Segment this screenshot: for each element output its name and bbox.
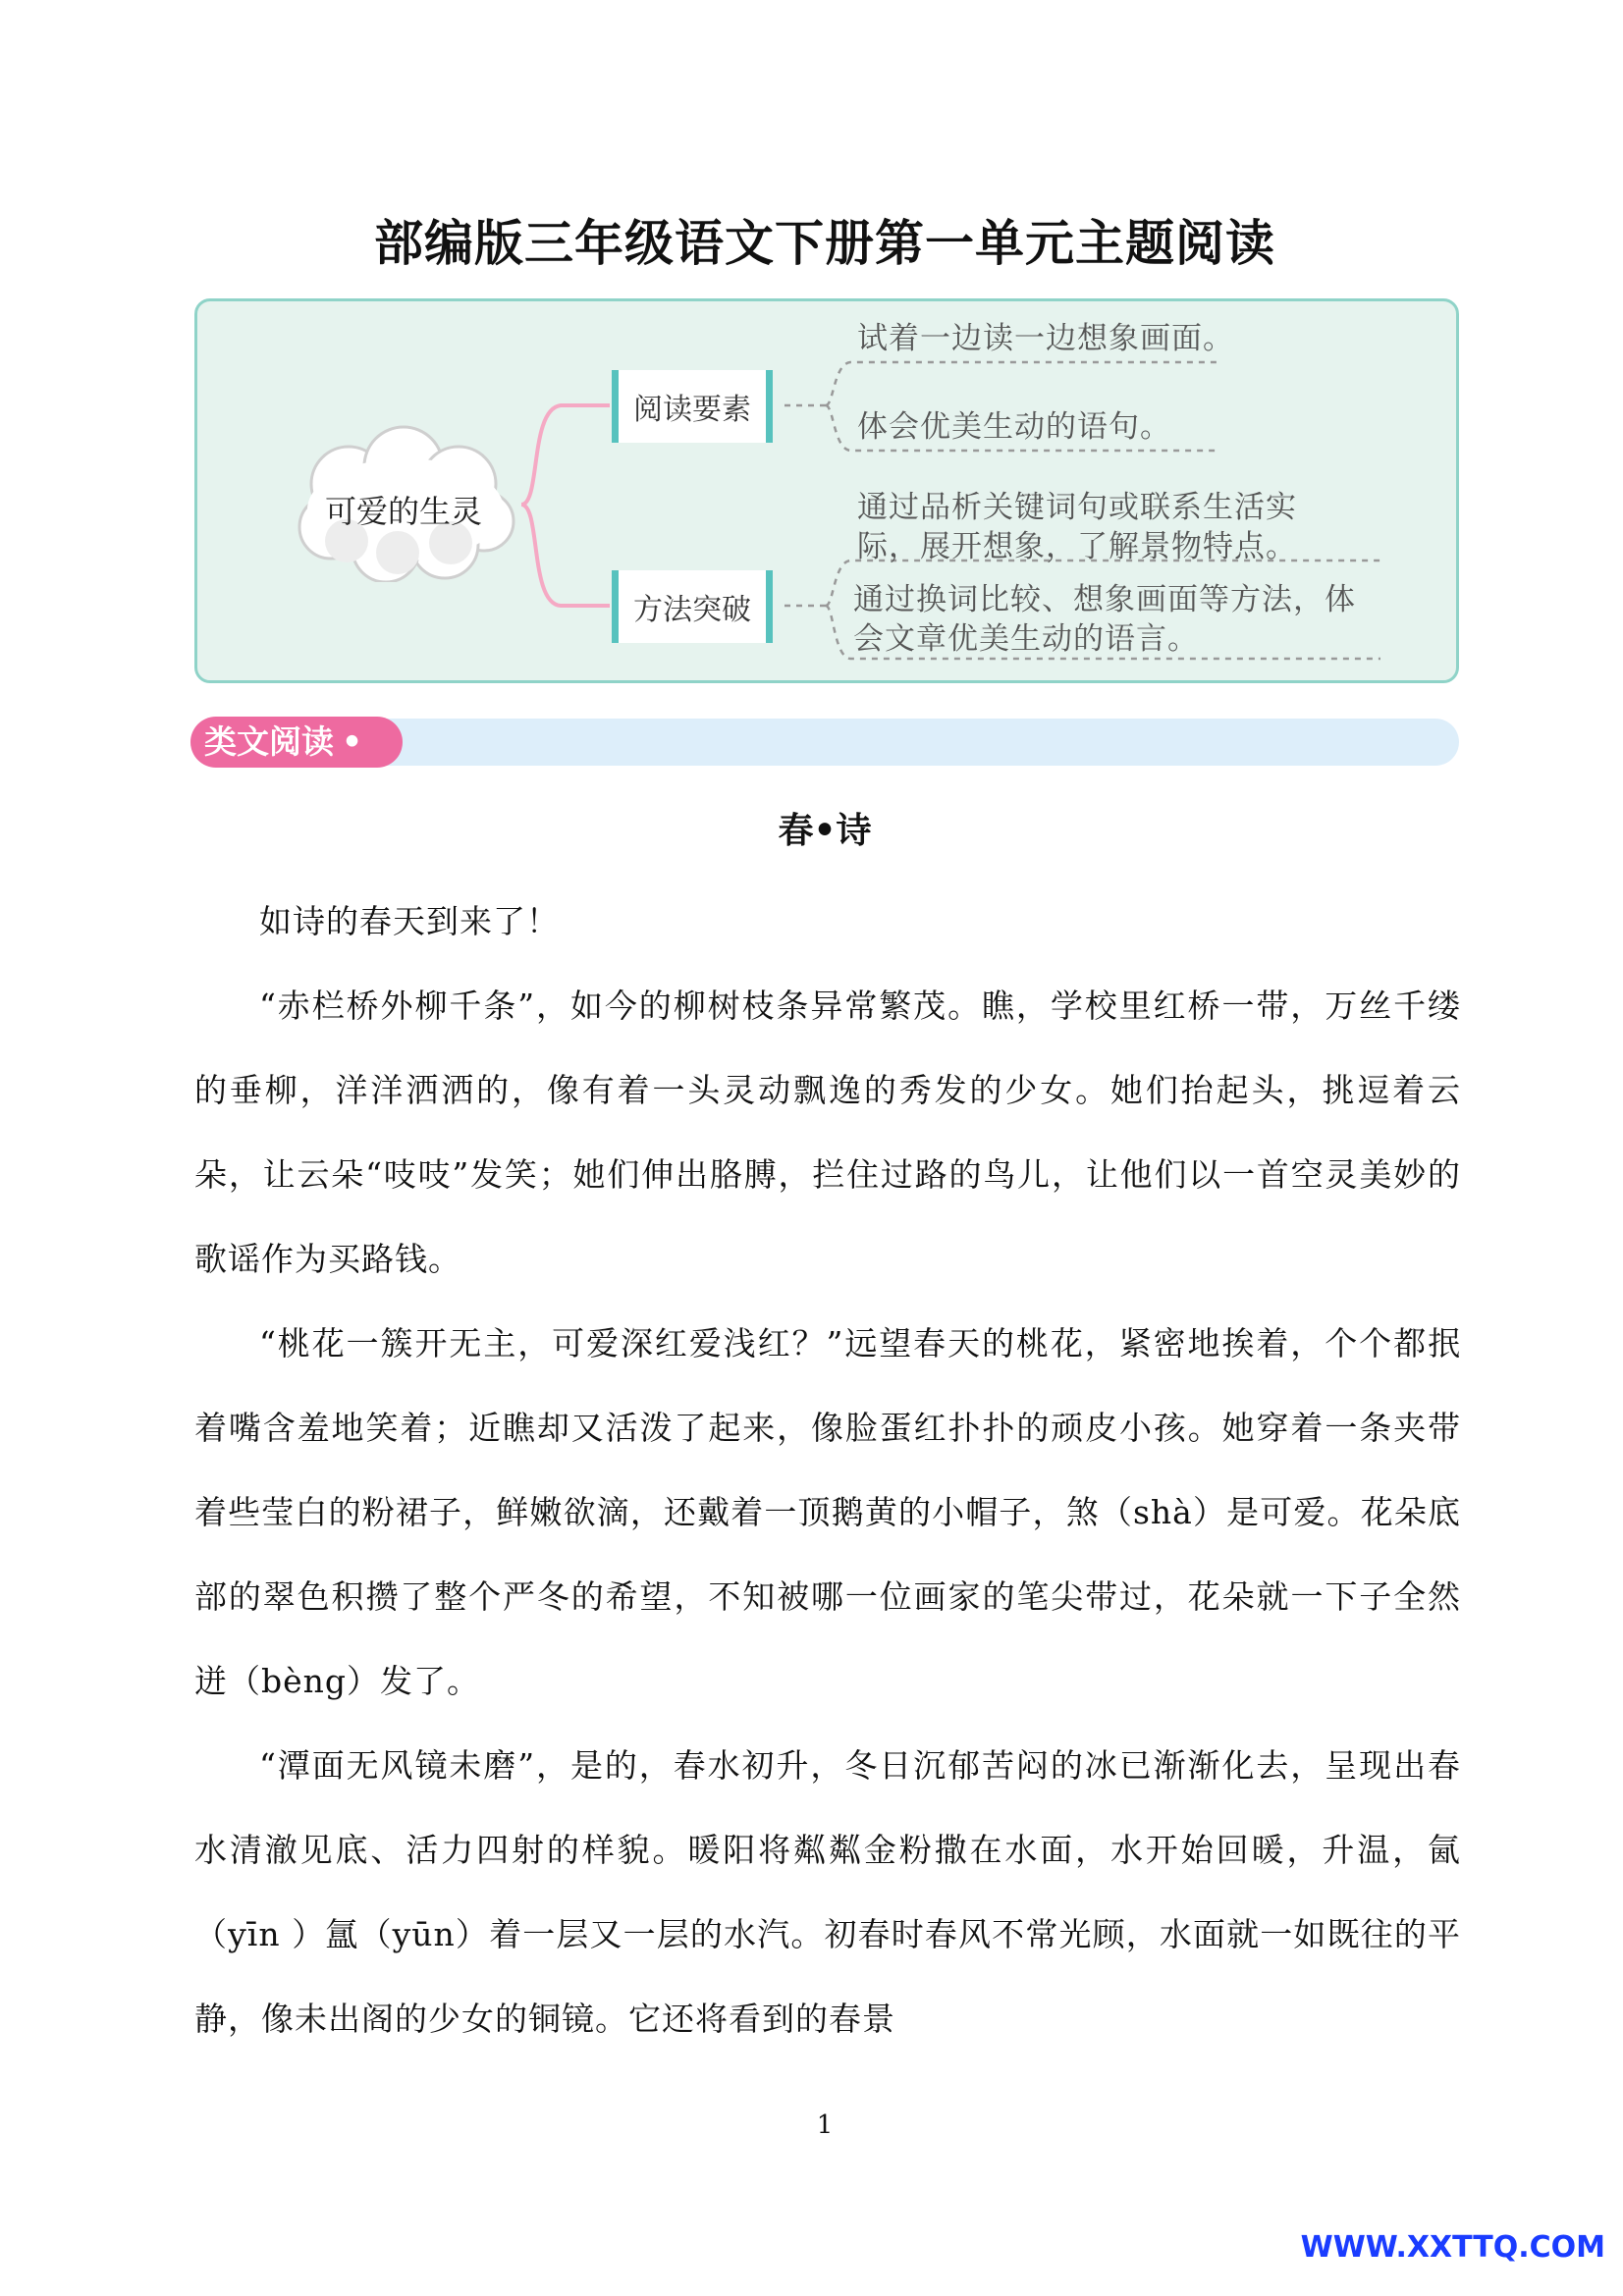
mind-map-center: 可爱的生灵 [324,493,482,530]
leaf-method-1: 通过品析关键词句或联系生活实际，展开想象，了解景物特点。 [857,490,1297,564]
paragraph: 如诗的春天到来了！ [259,902,560,940]
leaf-reading-1: 试着一边读一边想象画面。 [857,321,1234,356]
page-number: 1 [816,2110,834,2140]
section-header-label: 类文阅读 • [190,717,403,768]
branch-reading-elements: 阅读要素 [612,370,773,443]
mind-map [194,298,1459,683]
branch-method-breakthrough: 方法突破 [612,570,773,643]
paragraph: “桃花一簇开无主，可爱深红爱浅红？”远望春天的桃花，紧密地挨着，个个都抿着嘴含羞地笑着；近瞧却又活泼了起来，像脸蛋红扑扑的顽皮小孩。她穿着一条夹带着些莹白的粉裙子，鲜嫩欲滴，还戴着一顶鹅黄的小帽子，煞（shà）是可爱。花朵底部的翠色积攒了整个严冬的希望，不知被哪一位画家的笔尖带过，花朵就一下子全然迸（bèng）发了。 [194,1324,1461,1700]
page-title: 部编版三年级语文下册第一单元主题阅读 [374,215,1275,272]
leaf-reading-2: 体会优美生动的语句。 [857,409,1171,445]
watermark: WWW.XXTTQ.COM [1300,2230,1605,2265]
leaf-method-2: 通过换词比较、想象画面等方法，体会文章优美生动的语言。 [853,582,1356,657]
paragraph: “赤栏桥外柳千条”，如今的柳树枝条异常繁茂。瞧，学校里红桥一带，万丝千缕的垂柳，洋洋洒洒的，像有着一头灵动飘逸的秀发的少女。她们抬起头，挑逗着云朵，让云朵“吱吱”发笑；她们伸出胳膊，拦住过路的鸟儿，让他们以一首空灵美妙的歌谣作为买路钱。 [194,987,1461,1278]
article-title: 春•诗 [778,810,872,851]
paragraph: “潭面无风镜未磨”，是的，春水初升，冬日沉郁苦闷的冰已渐渐化去，呈现出春水清澈见底、活力四射的样貌。暖阳将粼粼金粉撒在水面，水开始回暖，升温，氤（yīn ）氲（yūn）着一层又一层的水汽。初春时春风不常光顾，水面就一如既往的平静，像未出阁的少女的铜镜。它还将看到的春景 [194,1746,1461,2038]
article-body [194,880,1461,2061]
